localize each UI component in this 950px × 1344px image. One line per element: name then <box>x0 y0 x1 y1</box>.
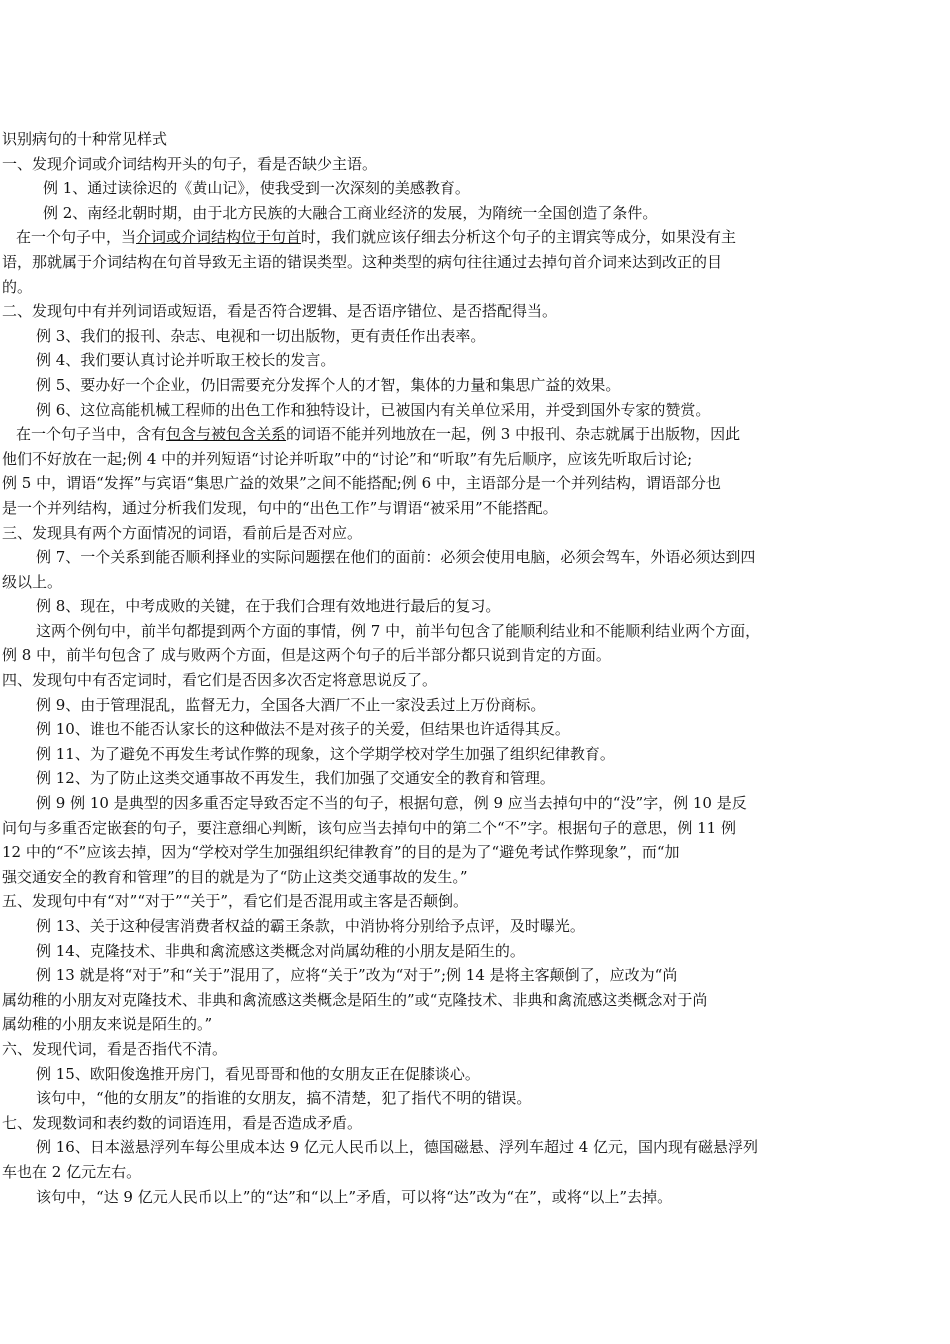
text-line: 问句与多重否定嵌套的句子，要注意细心判断，该句应当去掉句中的第二个“不”字。根据句子的意思，例 11 例 <box>2 818 736 837</box>
text-line: 属幼稚的小朋友对克隆技术、非典和禽流感这类概念是陌生的”或“克隆技术、非典和禽流感这类概念对于尚 <box>2 990 708 1009</box>
text-line: 例 4、我们要认真讨论并听取王校长的发言。 <box>36 351 336 370</box>
text-line: 一、发现介词或介词结构开头的句子，看是否缺少主语。 <box>2 154 378 173</box>
text-line: 例 5、要办好一个企业，仍旧需要充分发挥个人的才智，集体的力量和集思广益的效果。 <box>36 375 621 394</box>
text-line: 例 16、日本滋悬浮列车每公里成本达 9 亿元人民币以上，德国磁悬、浮列车超过 4 亿元，国内现有磁悬浮列 <box>36 1138 759 1157</box>
text-line: 12 中的“不”应该去掉，因为“学校对学生加强组织纪律教育”的目的是为了“避免考试作弊现象”，而“加 <box>2 843 680 862</box>
text-line: 六、发现代词，看是否指代不清。 <box>2 1039 228 1058</box>
text-line: 二、发现句中有并列词语或短语，看是否符合逻辑、是否语序错位、是否搭配得当。 <box>2 302 558 321</box>
text-line: 例 2、南经北朝时期，由于北方民族的大融合工商业经济的发展，为隋统一全国创造了条件。 <box>43 203 658 222</box>
text-line: 例 9 例 10 是典型的因多重否定导致否定不当的句子，根据句意，例 9 应当去掉句中的“没”字，例 10 是反 <box>36 794 747 813</box>
text-line: 该句中，“他的女朋友”的指谁的女朋友，搞不清楚，犯了指代不明的错误。 <box>36 1089 532 1108</box>
text-line: 他们不好放在一起;例 4 中的并列短语“讨论并听取”中的“讨论”和“听取”有先后顺序，应该先听取后讨论; <box>2 449 693 468</box>
text-line: 级以上。 <box>2 572 63 591</box>
document-body <box>2 152 820 1210</box>
text-line: 例 10、谁也不能否认家长的这种做法不是对孩子的关爱，但结果也许适得其反。 <box>36 720 570 739</box>
text-line: 语，那就属于介词结构在句首导致无主语的错误类型。这种类型的病句往往通过去掉句首介词来达到改正的目 <box>2 252 723 271</box>
text-line: 强交通安全的教育和管理”的目的就是为了“防止这类交通事故的发生。” <box>2 867 468 886</box>
text-line: 例 9、由于管理混乱，监督无力，全国各大酒厂不止一家没丢过上万份商标。 <box>36 695 546 714</box>
text-line: 车也在 2 亿元左右。 <box>2 1162 142 1181</box>
text-line: 例 6、这位高能机械工程师的出色工作和独特设计，已被国内有关单位采用，并受到国外专家的赞赏。 <box>36 400 711 419</box>
text-line <box>2 225 820 250</box>
text-line: 例 15、欧阳俊逸推开房门，看见哥哥和他的女朋友正在促膝谈心。 <box>36 1064 480 1083</box>
text-line: 的。 <box>2 277 33 296</box>
text-segment: 在一个句子中，当 <box>16 228 137 247</box>
text-line: 例 11、为了避免不再发生考试作弊的现象，这个学期学校对学生加强了组织纪律教育。 <box>36 744 615 763</box>
text-line: 例 8、现在，中考成败的关键，在于我们合理有效地进行最后的复习。 <box>36 597 501 616</box>
text-line: 该句中，“达 9 亿元人民币以上”的“达”和“以上”矛盾，可以将“达”改为“在”，或将“以上”去掉。 <box>36 1187 673 1206</box>
text-line: 例 12、为了防止这类交通事故不再发生，我们加强了交通安全的教育和管理。 <box>36 769 555 788</box>
text-line: 例 14、克隆技术、非典和禽流感这类概念对尚属幼稚的小朋友是陌生的。 <box>36 941 525 960</box>
text-line <box>2 422 820 447</box>
text-line: 例 7、一个关系到能否顺利择业的实际问题摆在他们的面前：必须会使用电脑，必须会驾车，外语必须达到四 <box>36 548 756 567</box>
text-line: 例 3、我们的报刊、杂志、电视和一切出版物，更有责任作出表率。 <box>36 326 486 345</box>
text-segment: 在一个句子当中，含有 <box>16 425 167 444</box>
text-line: 例 5 中，谓语“发挥”与宾语“集思广益的效果”之间不能搭配;例 6 中，主语部分是一个并列结构，谓语部分也 <box>2 474 721 493</box>
document-page <box>2 127 820 1209</box>
text-line: 例 1、通过读徐迟的《黄山记》，使我受到一次深刻的美感教育。 <box>43 179 470 198</box>
text-line: 五、发现句中有“对”“对于”“关于”，看它们是否混用或主客是否颠倒。 <box>2 892 469 911</box>
text-line: 例 13、关于这种侵害消费者权益的霸王条款，中消协将分别给予点评，及时曝光。 <box>36 917 585 935</box>
document-title: 识别病句的十种常见样式 <box>2 130 168 148</box>
text-line: 是一个并列结构，通过分析我们发现，句中的“出色工作”与谓语“被采用”不能搭配。 <box>2 498 558 517</box>
text-line: 七、发现数词和表约数的词语连用，看是否造成矛盾。 <box>2 1113 363 1132</box>
text-line: 属幼稚的小朋友来说是陌生的。” <box>2 1015 213 1034</box>
text-line: 这两个例句中，前半句都提到两个方面的事情，例 7 中，前半句包含了能顺利结业和不能顺利结业两个方面， <box>36 621 761 640</box>
text-line: 例 13 就是将“对于”和“关于”混用了，应将“关于”改为“对于”;例 14 是将主客颠倒了，应改为“尚 <box>36 966 678 985</box>
text-line: 例 8 中，前半句包含了 成与败两个方面，但是这两个句子的后半部分都只说到肯定的方面。 <box>2 646 611 665</box>
underlined-phrase: 介词或介词结构位于句首 <box>136 228 302 247</box>
text-segment: 时，我们就应该仔细去分析这个句子的主谓宾等成分，如果没有主 <box>301 228 737 247</box>
text-line: 四、发现句中有否定词时，看它们是否因多次否定将意思说反了。 <box>2 671 438 690</box>
text-segment: 的词语不能并列地放在一起，例 3 中报刊、杂志就属于出版物，因此 <box>286 425 741 444</box>
underlined-phrase: 包含与被包含关系 <box>166 425 287 444</box>
text-line: 三、发现具有两个方面情况的词语，看前后是否对应。 <box>2 523 363 542</box>
